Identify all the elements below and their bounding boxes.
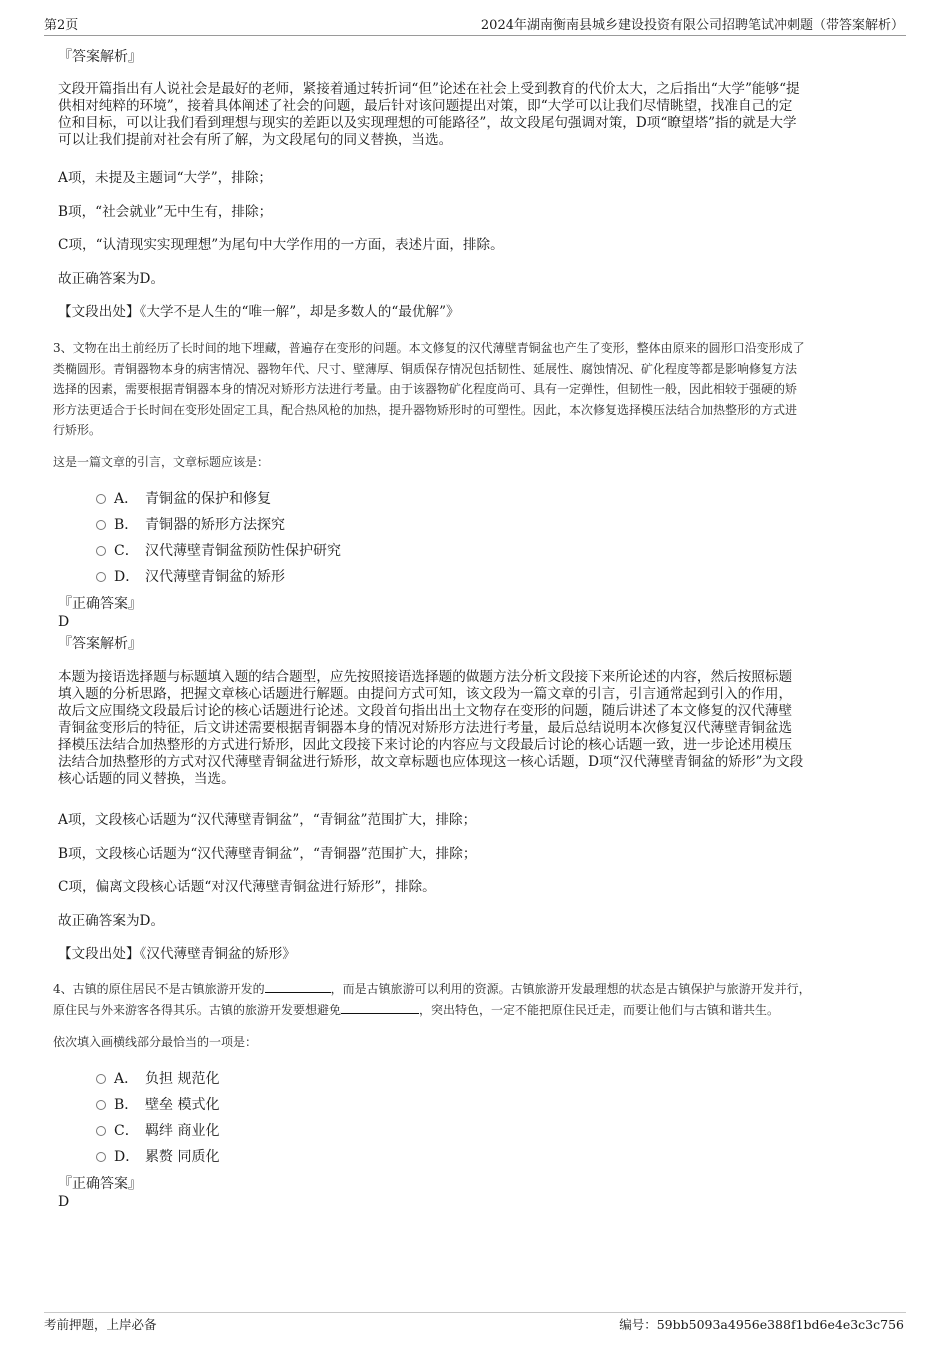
radio-icon[interactable] [96, 1152, 106, 1162]
q2-option-c-note: C项，“认清现实实现理想”为尾句中大学作用的一方面，表述片面，排除。 [58, 237, 504, 253]
q3-answer-label: 『正确答案』 [58, 596, 142, 612]
q3-stem-line: 选择的因素，需要根据青铜器本身的情况对矫形方法进行考量。由于该器物矿化程度尚可、具有一定弹性，但韧性一般，因此相较于强硬的矫 [53, 382, 798, 396]
q3-source: 【文段出处】《汉代薄壁青铜盆的矫形》 [58, 946, 296, 962]
fill-blank-2 [341, 1002, 419, 1014]
q3-option-c-note: C项，偏离文段核心话题“对汉代薄壁青铜盆进行矫形”，排除。 [58, 879, 436, 895]
q4-option-d[interactable] [96, 1148, 219, 1166]
option-text: 汉代薄壁青铜盆预防性保护研究 [145, 543, 341, 559]
option-text: 负担 规范化 [145, 1071, 220, 1087]
q3-analysis-line: 核心话题的同义替换，当选。 [58, 771, 235, 787]
q3-stem-line: 形方法更适合于长时间在变形处固定工具，配合热风枪的加热，提升器物矫形时的可塑性。因此，本次修复选择模压法结合加热整形的方式进 [53, 402, 798, 417]
page-footer [44, 1312, 906, 1333]
option-label: A． [114, 1071, 139, 1087]
q3-stem-line: 3、文物在出土前经历了长时间的地下埋藏，普遍存在变形的问题。本文修复的汉代薄壁青铜盆也产生了变形，整体由原来的圆形口沿变形成了 [53, 341, 805, 355]
radio-icon[interactable] [96, 572, 106, 582]
q2-option-b-note: B项，“社会就业”无中生有，排除； [58, 204, 273, 220]
q3-analysis-line: 择模压法结合加热整形的方式进行矫形，因此文段接下来讨论的内容应与文段最后讨论的核心话题一致，进一步论述用模压 [58, 737, 793, 753]
q4-stem-line-1 [53, 979, 909, 1000]
q3-stem-line: 类椭圆形。青铜器物本身的病害情况、器物年代、尺寸、壁薄厚、铜质保存情况包括韧性、延展性、腐蚀情况、矿化程度等都是影响修复方法 [53, 361, 798, 376]
q3-analysis-line: 填入题的分析思路，把握文章核心话题进行解题。由提问方式可知，该文段为一篇文章的引言，引言通常起到引入的作用， [58, 686, 793, 702]
q4-stem-text: 原住民与外来游客各得其乐。古镇的旅游开发要想避免 [53, 1002, 342, 1017]
q3-stem-line: 行矫形。 [53, 423, 102, 437]
q3-option-b[interactable] [96, 516, 285, 534]
q3-option-b-note: B项，文段核心话题为“汉代薄壁青铜盆”，“青铜器”范围扩大，排除； [58, 846, 477, 862]
q2-analysis-line: 供相对纯粹的环境”，接着具体阐述了社会的问题，最后针对该问题提出对策，即“大学可以让我们尽情眺望，找准自己的定 [58, 98, 793, 114]
q3-analysis-line: 法结合加热整形的方式对汉代薄壁青铜盆进行矫形，故文章标题也应体现这一核心话题，D项“汉代薄壁青铜盆的矫形”为文段 [58, 754, 804, 770]
q2-source: 【文段出处】《大学不是人生的“唯一解”，却是多数人的“最优解”》 [58, 304, 460, 320]
q3-answer: D [58, 614, 70, 630]
fill-blank-1 [265, 981, 331, 993]
q4-stem-text: ，突出特色，一定不能把原住民迁走，而要让他们与古镇和谐共生。 [419, 1002, 780, 1017]
q3-analysis-line: 青铜盆变形后的特征，后文讲述需要根据青铜器本身的情况对矫形方法进行考量，最后总结说明本次修复汉代薄壁青铜盆选 [58, 720, 793, 736]
radio-icon[interactable] [96, 1074, 106, 1084]
q4-stem-text: ，而是古镇旅游可以利用的资源。古镇旅游开发最理想的状态是古镇保护与旅游开发并行， [330, 982, 811, 996]
q4-stem-line-2 [53, 1000, 909, 1021]
q3-analysis [58, 669, 908, 788]
q3-stem [53, 338, 909, 441]
radio-icon[interactable] [96, 1126, 106, 1136]
q2-analysis-line: 可以让我们提前对社会有所了解，为文段尾句的同义替换，当选。 [58, 132, 453, 148]
option-label: D． [114, 1149, 140, 1165]
radio-icon[interactable] [96, 1100, 106, 1110]
page-number: 第2页 [44, 18, 79, 33]
q3-prompt: 这是一篇文章的引言，文章标题应该是： [53, 455, 270, 469]
option-label: B． [114, 1097, 139, 1113]
q3-analysis-line: 本题为接语选择题与标题填入题的结合题型，应先按照接语选择题的做题方法分析文段接下来所论述的内容，然后按照标题 [58, 669, 793, 685]
q4-option-a[interactable] [96, 1070, 219, 1088]
radio-icon[interactable] [96, 494, 106, 504]
document-id: 编号：59bb5093a4956e388f1bd6e4e3c3c756 [619, 1317, 904, 1332]
q2-analysis-line: 文段开篇指出有人说社会是最好的老师，紧接着通过转折词“但”论述在社会上受到教育的代价太大，之后指出“大学”能够“提 [58, 81, 800, 97]
q2-analysis [58, 81, 908, 149]
document-title: 2024年湖南衡南县城乡建设投资有限公司招聘笔试冲刺题（带答案解析） [480, 18, 904, 33]
q2-option-a-note: A项，未提及主题词“大学”，排除； [58, 170, 273, 186]
option-text: 壁垒 模式化 [145, 1097, 220, 1113]
q3-option-a-note: A项，文段核心话题为“汉代薄壁青铜盆”，“青铜盆”范围扩大，排除； [58, 812, 477, 828]
option-label: D． [114, 569, 140, 585]
q4-option-c[interactable] [96, 1122, 219, 1140]
radio-icon[interactable] [96, 520, 106, 530]
q4-stem [53, 979, 909, 1020]
q4-prompt: 依次填入画横线部分最恰当的一项是： [53, 1035, 258, 1049]
option-label: C． [114, 543, 139, 559]
footer-slogan: 考前押题，上岸必备 [44, 1317, 157, 1332]
q2-analysis-line: 位和目标，可以让我们看到理想与现实的差距以及实现理想的可能路径”，故文段尾句强调对策，D项“瞭望塔”指的就是大学 [58, 115, 797, 131]
q3-option-d[interactable] [96, 568, 285, 586]
q3-conclusion: 故正确答案为D。 [58, 913, 165, 929]
page-header [44, 14, 906, 36]
q3-analysis-line: 故后文应围绕文段最后讨论的核心话题进行论述。文段首句指出出土文物存在变形的问题，随后讲述了本文修复的汉代薄壁 [58, 703, 793, 719]
option-label: B． [114, 517, 139, 533]
option-text: 汉代薄壁青铜盆的矫形 [145, 569, 285, 585]
q4-stem-text: 4、古镇的原住居民不是古镇旅游开发的 [53, 982, 265, 996]
q3-option-a[interactable] [96, 490, 271, 508]
option-text: 青铜器的矫形方法探究 [145, 517, 285, 533]
option-text: 羁绊 商业化 [145, 1123, 220, 1139]
option-text: 累赘 同质化 [145, 1149, 220, 1165]
q2-analysis-label: 『答案解析』 [58, 49, 142, 65]
q3-option-c[interactable] [96, 542, 341, 560]
option-label: A． [114, 491, 139, 507]
option-label: C． [114, 1123, 139, 1139]
option-text: 青铜盆的保护和修复 [145, 491, 271, 507]
q4-answer: D [58, 1194, 70, 1210]
q4-answer-label: 『正确答案』 [58, 1176, 142, 1192]
q3-analysis-label: 『答案解析』 [58, 636, 142, 652]
q2-conclusion: 故正确答案为D。 [58, 271, 165, 287]
radio-icon[interactable] [96, 546, 106, 556]
q4-option-b[interactable] [96, 1096, 219, 1114]
